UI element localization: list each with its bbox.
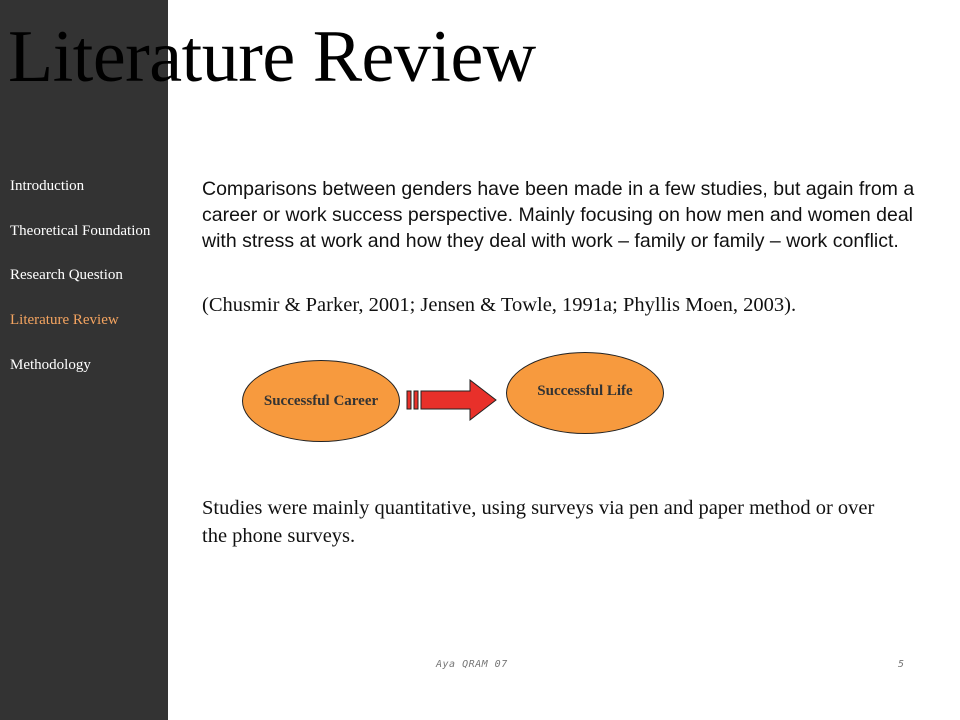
successful-career-label: Successful Career (263, 392, 379, 409)
sidebar-item-research-question[interactable]: Research Question (10, 267, 123, 283)
sidebar-item-introduction[interactable]: Introduction (10, 178, 85, 194)
paragraph-studies: Studies were mainly quantitative, using surveys via pen and paper method or over the phone surveys. (202, 497, 875, 547)
citation: (Chusmir & Parker, 2001; Jensen & Towle, 1991a; Phyllis Moen, 2003). (202, 294, 797, 316)
footer-author: Aya QRAM 07 (436, 659, 508, 670)
sidebar-item-literature-review[interactable]: Literature Review (10, 312, 119, 328)
page-title: Literature Review (8, 16, 536, 98)
paragraph-comparisons: Comparisons between genders have been made in a few studies, but again from a career or work success perspective. Mainly focusing on how men and women deal with stress at work and how they deal with work – family or family – work conflict. (202, 178, 915, 252)
right-arrow-icon (404, 376, 504, 426)
successful-career-ellipse (242, 360, 400, 442)
page-number: 5 (898, 659, 905, 670)
sidebar-nav (10, 176, 165, 400)
sidebar-item-methodology[interactable]: Methodology (10, 357, 91, 373)
successful-life-label: Successful Life (537, 383, 633, 399)
sidebar-item-theoretical-foundation[interactable]: Theoretical Foundation (10, 223, 151, 239)
sidebar (0, 0, 168, 720)
successful-life-ellipse (506, 352, 664, 434)
